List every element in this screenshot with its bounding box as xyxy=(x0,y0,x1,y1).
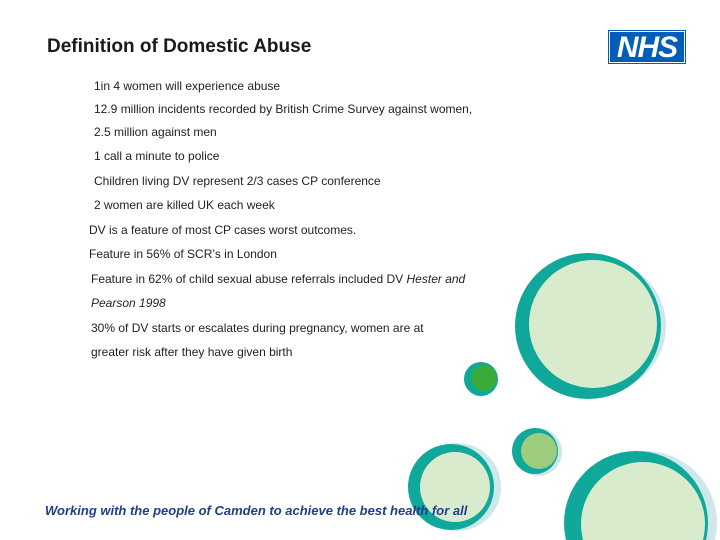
slide-title: Definition of Domestic Abuse xyxy=(47,36,312,57)
bullet-pregnancy: 30% of DV starts or escalates during pregnancy, women are at xyxy=(91,321,424,335)
nhs-logo: NHS xyxy=(609,31,685,63)
bullet-child-sexual-abuse-text: Feature in 62% of child sexual abuse referrals included DV xyxy=(91,272,407,286)
bullet-citation-line xyxy=(91,296,166,310)
bullet-against-men: 2.5 million against men xyxy=(94,125,217,139)
bullet-women-abuse: 1in 4 women will experience abuse xyxy=(94,79,281,93)
bullet-crime-survey: 12.9 million incidents recorded by British Crime Survey against women, xyxy=(94,102,473,116)
bullet-women-killed: 2 women are killed UK each week xyxy=(94,198,275,212)
citation-hester: Hester and xyxy=(406,272,466,286)
bullet-scr-london: Feature in 56% of SCR’s in London xyxy=(89,247,277,261)
citation-pearson: Pearson 1998 xyxy=(91,296,166,310)
bullet-cp-cases: DV is a feature of most CP cases worst outcomes. xyxy=(89,223,357,237)
bullet-child-sexual-abuse xyxy=(91,272,465,286)
bullet-call-police: 1 call a minute to police xyxy=(94,149,220,163)
bullet-children-dv: Children living DV represent 2/3 cases CP conference xyxy=(94,174,381,188)
bullet-after-birth: greater risk after they have given birth xyxy=(91,345,293,359)
footer-tagline: Working with the people of Camden to achieve the best health for all xyxy=(45,503,468,518)
